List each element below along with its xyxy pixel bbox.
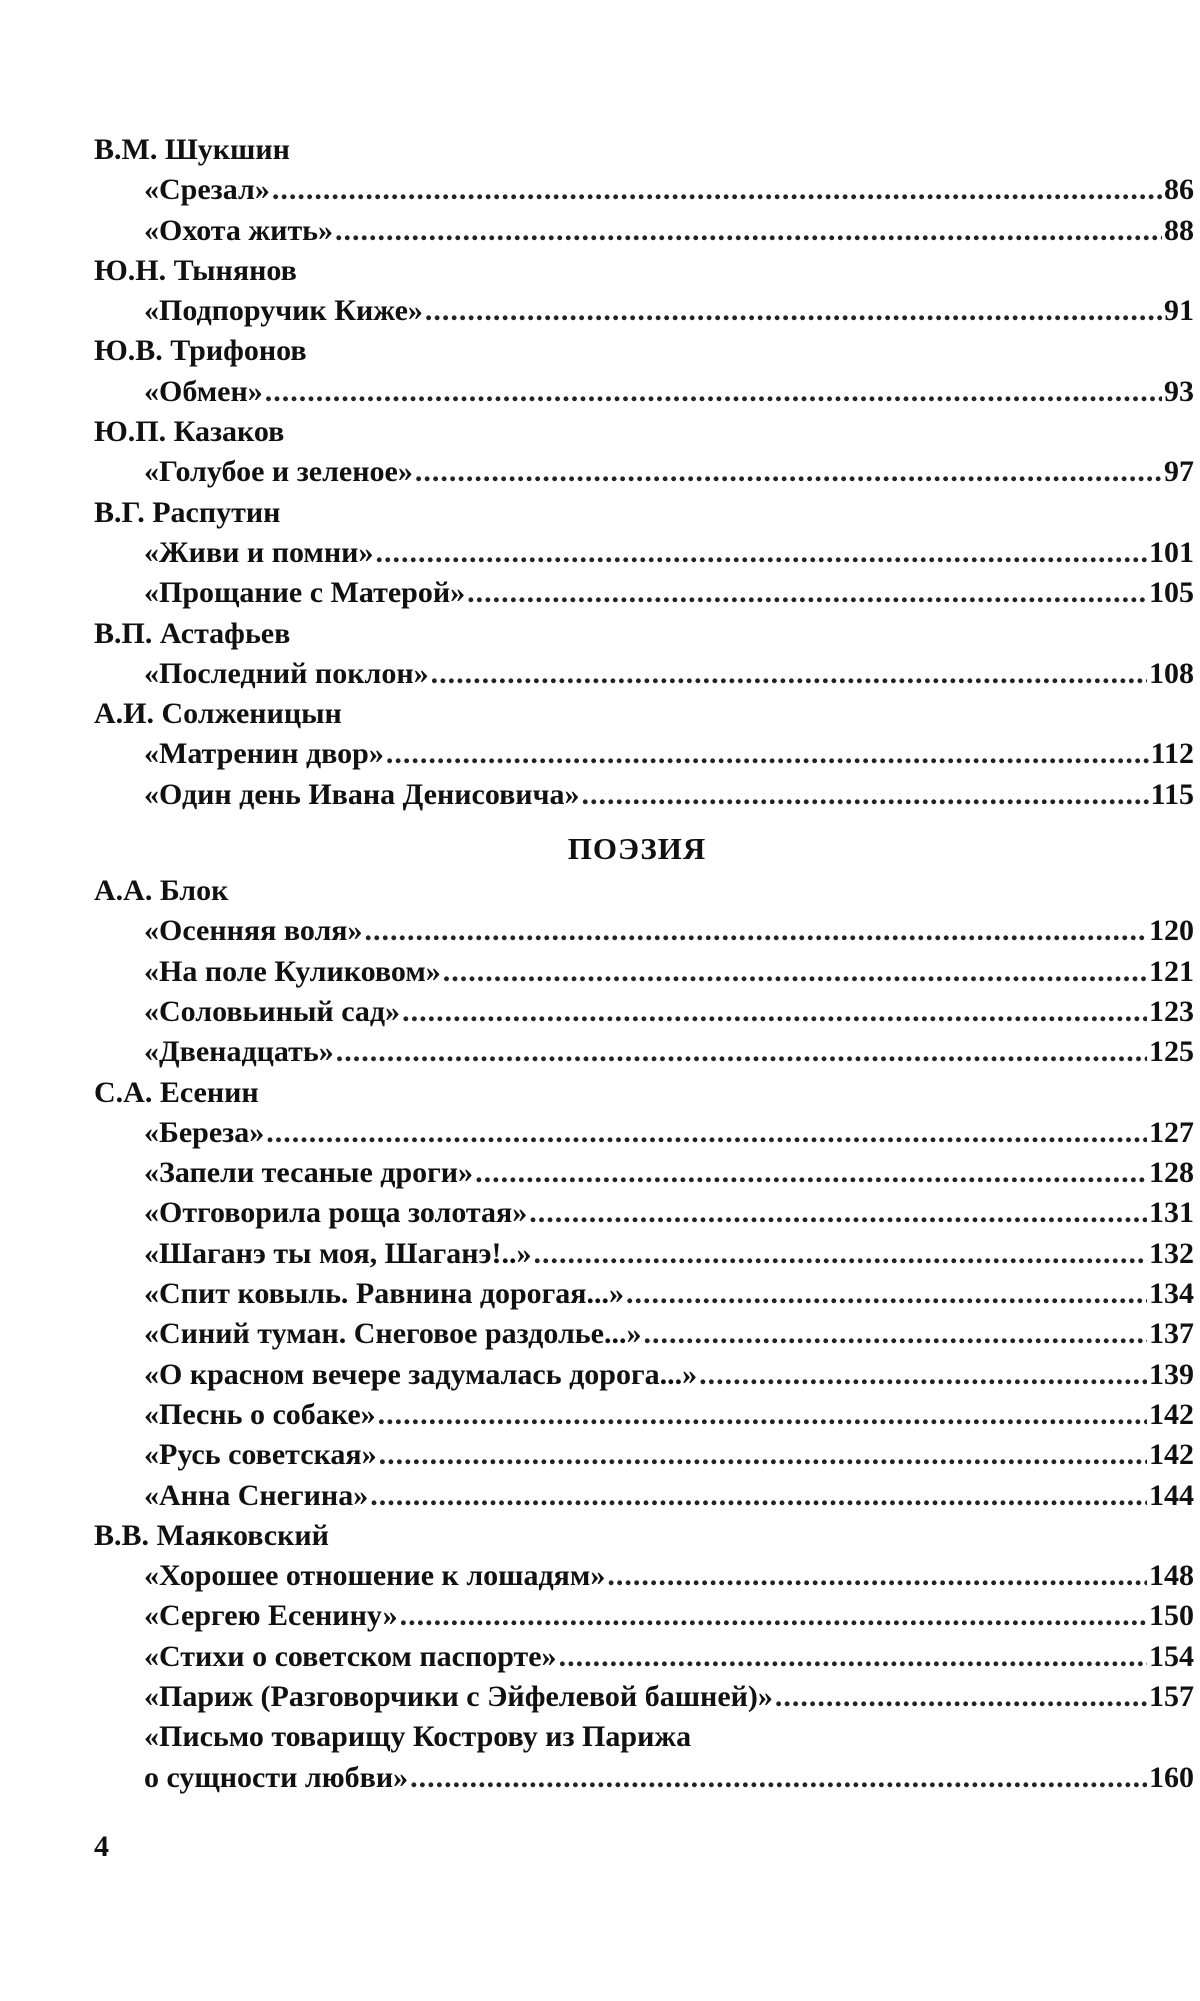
author-name: В.Г. Распутин: [94, 495, 281, 529]
toc-entry: [94, 1395, 1194, 1435]
toc-entry: [94, 1596, 1194, 1636]
toc-entry-page: 115: [1150, 777, 1194, 811]
toc-entry: [94, 1113, 1194, 1153]
toc-entry-page: 86: [1164, 173, 1194, 207]
dot-leader: [375, 533, 1147, 573]
toc-entry: [94, 452, 1194, 492]
toc-entry-page: 131: [1149, 1196, 1194, 1230]
toc-entry-page: 121: [1149, 954, 1194, 988]
dot-leader: [607, 1556, 1147, 1596]
page-number: 4: [94, 1830, 109, 1863]
dot-leader: [386, 734, 1149, 774]
toc-entry-page: 134: [1149, 1277, 1194, 1311]
toc-entry-title: о сущности любви»: [144, 1760, 409, 1794]
toc-entry-page: 127: [1149, 1115, 1194, 1149]
toc-entry: [94, 211, 1194, 251]
toc-entry: [94, 952, 1194, 992]
author-name: В.П. Астафьев: [94, 616, 291, 650]
toc-entry-page: 142: [1149, 1438, 1194, 1472]
toc-entry: [94, 734, 1194, 774]
toc-entry-page: 148: [1149, 1559, 1194, 1593]
dot-leader: [379, 1435, 1147, 1475]
section-heading-poetry: ПОЭЗИЯ: [567, 831, 707, 867]
dot-leader: [475, 1153, 1147, 1193]
toc-entry: [94, 1234, 1194, 1274]
toc-entry-page: 125: [1149, 1035, 1194, 1069]
toc-entry: [94, 291, 1194, 331]
dot-leader: [775, 1677, 1147, 1717]
author-name: В.М. Шукшин: [94, 133, 290, 166]
toc-entry-title: «Хорошее отношение к лошадям»: [144, 1559, 606, 1593]
author-name: Ю.В. Трифонов: [94, 334, 307, 368]
dot-leader: [582, 775, 1149, 815]
dot-leader: [643, 1314, 1147, 1354]
toc-entry-title: «Матренин двор»: [144, 737, 384, 771]
toc-entry: [94, 1355, 1194, 1395]
toc-entry-page: 97: [1164, 455, 1194, 489]
toc-entry-title: «Русь советская»: [144, 1438, 377, 1472]
dot-leader: [402, 992, 1147, 1032]
toc-entry-title: «Отговорила роща золотая»: [144, 1196, 528, 1230]
toc-entry-title: «Шаганэ ты моя, Шаганэ!..»: [144, 1236, 532, 1270]
toc-entry: [94, 1476, 1194, 1516]
toc-entry-title: «Последний поклон»: [144, 656, 429, 690]
toc-entry: [94, 1193, 1194, 1233]
toc-entry-page: 88: [1164, 213, 1194, 247]
toc-entry: [94, 533, 1194, 573]
author-name: А.А. Блок: [94, 874, 229, 908]
toc-entry-page: 139: [1149, 1357, 1194, 1391]
toc-entry: [94, 654, 1194, 694]
dot-leader: [266, 1113, 1147, 1153]
toc-entry-title: «Двенадцать»: [144, 1035, 334, 1069]
toc-entry: [94, 992, 1194, 1032]
toc-entry: [94, 1153, 1194, 1193]
toc-entry-page: 157: [1149, 1679, 1194, 1713]
toc-entry-title: «Песнь о собаке»: [144, 1397, 376, 1431]
toc-entry-title: «Запели тесаные дроги»: [144, 1156, 474, 1190]
toc-entry-page: 108: [1149, 656, 1194, 690]
dot-leader: [336, 1032, 1147, 1072]
toc-entry: [94, 775, 1194, 815]
toc-entry-title: «Подпоручик Киже»: [144, 294, 423, 328]
toc-entry-title: «Срезал»: [144, 173, 270, 207]
toc-entry-page: 91: [1164, 294, 1194, 328]
toc-entry: [94, 1435, 1194, 1475]
toc-entry: [94, 1758, 1194, 1798]
toc-entry-title: «Сергею Есенину»: [144, 1599, 398, 1633]
toc-entry-page: 132: [1149, 1236, 1194, 1270]
toc-entry: [94, 573, 1194, 613]
toc-entry-title: «Осенняя воля»: [144, 914, 363, 948]
dot-leader: [529, 1193, 1147, 1233]
toc-entry: [94, 911, 1194, 951]
toc-entry-title: «На поле Куликовом»: [144, 954, 441, 988]
toc-entry-page: 144: [1149, 1478, 1194, 1512]
toc-entry-title: «О красном вечере задумалась дорога...»: [144, 1357, 698, 1391]
dot-leader: [410, 1758, 1147, 1798]
toc-entry-page: 142: [1149, 1397, 1194, 1431]
toc-entry: [94, 1637, 1194, 1677]
toc-entry-title: «Прощание с Матерой»: [144, 576, 466, 610]
dot-leader: [443, 952, 1147, 992]
toc-entry: [94, 1556, 1194, 1596]
toc-entry-title: «Голубое и зеленое»: [144, 455, 413, 489]
dot-leader: [335, 211, 1162, 251]
toc-entry-page: 123: [1149, 994, 1194, 1028]
dot-leader: [400, 1596, 1147, 1636]
toc-entry-title: «Париж (Разговорчики с Эйфелевой башней)»: [144, 1679, 773, 1713]
toc-entry-title: «Обмен»: [144, 374, 263, 408]
toc-entry-page: 101: [1149, 535, 1194, 569]
toc-entry-title: «Береза»: [144, 1115, 265, 1149]
toc-entry-title: «Анна Снегина»: [144, 1478, 369, 1512]
toc-entry-title: «Стихи о советском паспорте»: [144, 1639, 557, 1673]
toc-entry: [94, 170, 1194, 210]
dot-leader: [272, 170, 1162, 210]
prose-contents: [94, 130, 1194, 815]
toc-entry-title-line: «Письмо товарищу Кострову из Парижа: [144, 1720, 692, 1754]
toc-entry-page: 150: [1149, 1599, 1194, 1633]
author-name: А.И. Солженицын: [94, 697, 342, 731]
toc-entry: [94, 1032, 1194, 1072]
dot-leader: [431, 654, 1147, 694]
author-name: Ю.Н. Тынянов: [94, 253, 297, 287]
dot-leader: [365, 911, 1147, 951]
dot-leader: [699, 1355, 1147, 1395]
dot-leader: [415, 452, 1162, 492]
dot-leader: [626, 1274, 1147, 1314]
toc-entry-title: «Охота жить»: [144, 213, 334, 247]
toc-entry-page: 137: [1149, 1317, 1194, 1351]
toc-entry-page: 128: [1149, 1156, 1194, 1190]
toc-entry-title: «Спит ковыль. Равнина дорогая...»: [144, 1277, 625, 1311]
toc-entry-title: «Соловьиный сад»: [144, 994, 401, 1028]
toc-entry-page: 112: [1150, 737, 1194, 771]
toc-entry-title: «Один день Ивана Денисовича»: [144, 777, 580, 811]
author-name: Ю.П. Казаков: [94, 415, 285, 449]
toc-entry-page: 120: [1149, 914, 1194, 948]
dot-leader: [559, 1637, 1147, 1677]
toc-entry-page: 160: [1149, 1760, 1194, 1794]
toc-entry: [94, 372, 1194, 412]
toc-entry-page: 154: [1149, 1639, 1194, 1673]
poetry-contents: [94, 871, 1194, 1798]
author-name: В.В. Маяковский: [94, 1518, 329, 1552]
toc-entry-page: 105: [1149, 576, 1194, 610]
toc-entry: [94, 1314, 1194, 1354]
dot-leader: [533, 1234, 1147, 1274]
toc-entry-page: 93: [1164, 374, 1194, 408]
toc-entry-title: «Живи и помни»: [144, 535, 374, 569]
dot-leader: [467, 573, 1147, 613]
toc-entry-title: «Синий туман. Снеговое раздолье...»: [144, 1317, 642, 1351]
dot-leader: [378, 1395, 1147, 1435]
toc-entry: [94, 1677, 1194, 1717]
dot-leader: [425, 291, 1162, 331]
toc-entry: [94, 1274, 1194, 1314]
dot-leader: [370, 1476, 1147, 1516]
dot-leader: [265, 372, 1162, 412]
author-name: С.А. Есенин: [94, 1075, 259, 1109]
table-of-contents: [94, 130, 1194, 1798]
